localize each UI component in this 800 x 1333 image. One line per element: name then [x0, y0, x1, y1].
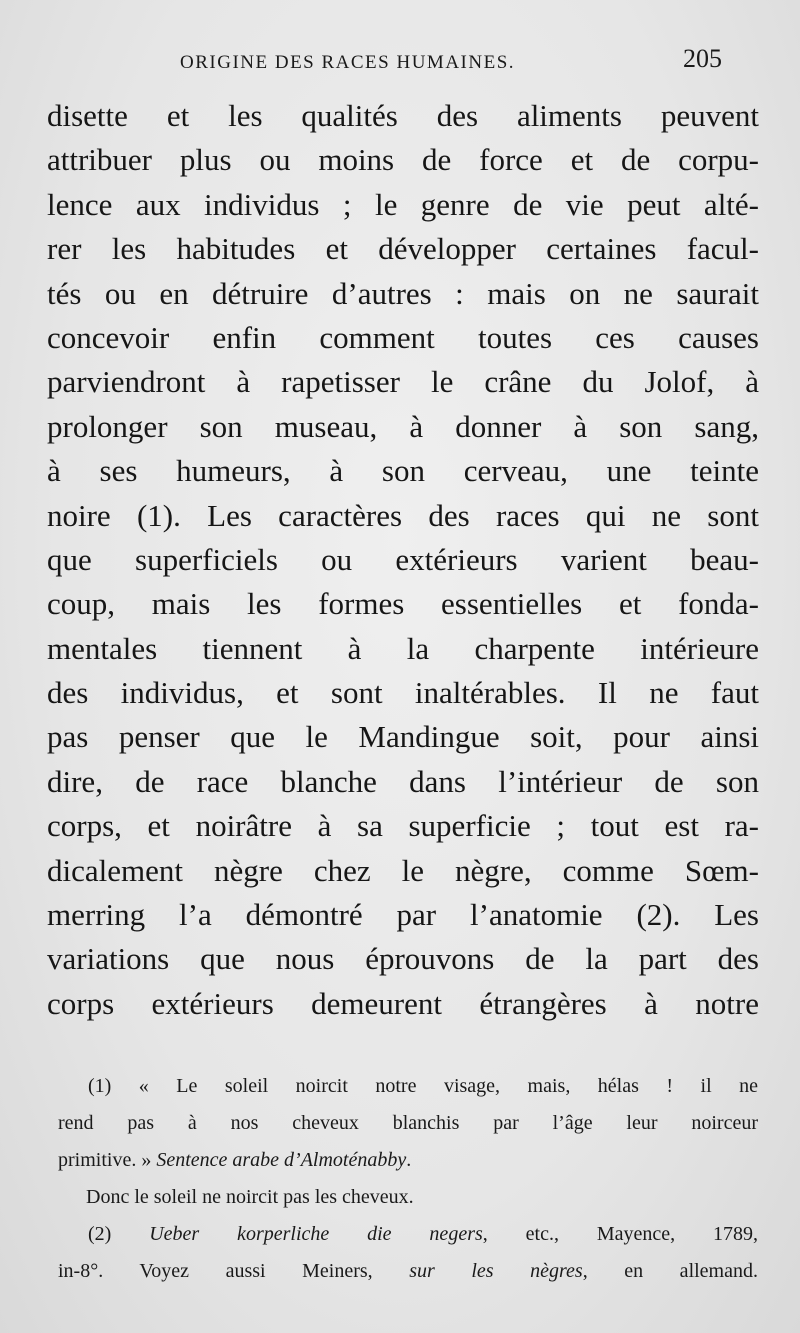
text-line: concevoir enfin comment toutes ces causes	[47, 319, 759, 355]
footnote-1-line: Donc le soleil ne noircit pas les cheveux.	[86, 1186, 414, 1208]
footnote-2-line	[58, 1216, 758, 1253]
text-line: attribuer plus ou moins de force et de corpu-	[47, 142, 759, 178]
text-line: rer les habitudes et développer certaines facul-	[47, 231, 759, 267]
text-line: lence aux individus ; le genre de vie peut alté-	[47, 186, 759, 222]
text-line: pas penser que le Mandingue soit, pour ainsi	[47, 719, 759, 755]
text-line: dire, de race blanche dans l’intérieur de son	[47, 763, 759, 799]
footnote-1-citation: Sentence arabe d’Almoténabby	[156, 1149, 407, 1171]
running-title: ORIGINE DES RACES HUMAINES.	[180, 52, 516, 73]
footnote-1-line: rend pas à nos cheveux blanchis par l’âge leur noirceur	[58, 1112, 758, 1134]
footnote-2-text: , en allemand.	[582, 1260, 758, 1282]
page-number: 205	[683, 44, 722, 73]
text-line: noire (1). Les caractères des races qui ne sont	[47, 497, 759, 533]
footnote-2-title: sur les nègres	[409, 1260, 583, 1282]
text-line: à ses humeurs, à son cerveau, une teinte	[47, 453, 759, 489]
footnote-1-line: (1) « Le soleil noircit notre visage, mais, hélas ! il ne	[88, 1075, 758, 1097]
footnotes	[58, 1068, 758, 1290]
text-line: tés ou en détruire d’autres : mais on ne saurait	[47, 275, 759, 311]
text-line: prolonger son museau, à donner à son sang,	[47, 408, 759, 444]
text-line: variations que nous éprouvons de la part des	[47, 941, 759, 977]
footnote-1-line	[58, 1142, 758, 1179]
text-line: merring l’a démontré par l’anatomie (2). Les	[47, 897, 759, 933]
text-line: dicalement nègre chez le nègre, comme Sœm-	[47, 852, 759, 888]
main-text	[47, 94, 759, 1026]
text-line: des individus, et sont inaltérables. Il ne faut	[47, 675, 759, 711]
text-line: mentales tiennent à la charpente intérieure	[47, 630, 759, 666]
text-line: corps, et noirâtre à sa superficie ; tout est ra-	[47, 808, 759, 844]
text-line: parviendront à rapetisser le crâne du Jolof, à	[47, 364, 759, 400]
footnote-1-period: .	[406, 1149, 412, 1171]
text-line: coup, mais les formes essentielles et fonda-	[47, 586, 759, 622]
footnote-1-text: primitive. »	[58, 1149, 157, 1171]
text-line: disette et les qualités des aliments peuvent	[47, 98, 759, 133]
text-line: corps extérieurs demeurent étrangères à notre	[47, 985, 759, 1021]
footnote-2-line	[58, 1253, 758, 1290]
footnote-2-title: Ueber korperliche die negers	[149, 1223, 483, 1245]
footnote-2-text: in-8°. Voyez aussi Meiners,	[58, 1260, 410, 1282]
footnote-2-text: , etc., Mayence, 1789,	[482, 1223, 758, 1245]
text-line: que superficiels ou extérieurs varient beau-	[47, 541, 759, 577]
footnote-2-number: (2)	[88, 1223, 150, 1245]
